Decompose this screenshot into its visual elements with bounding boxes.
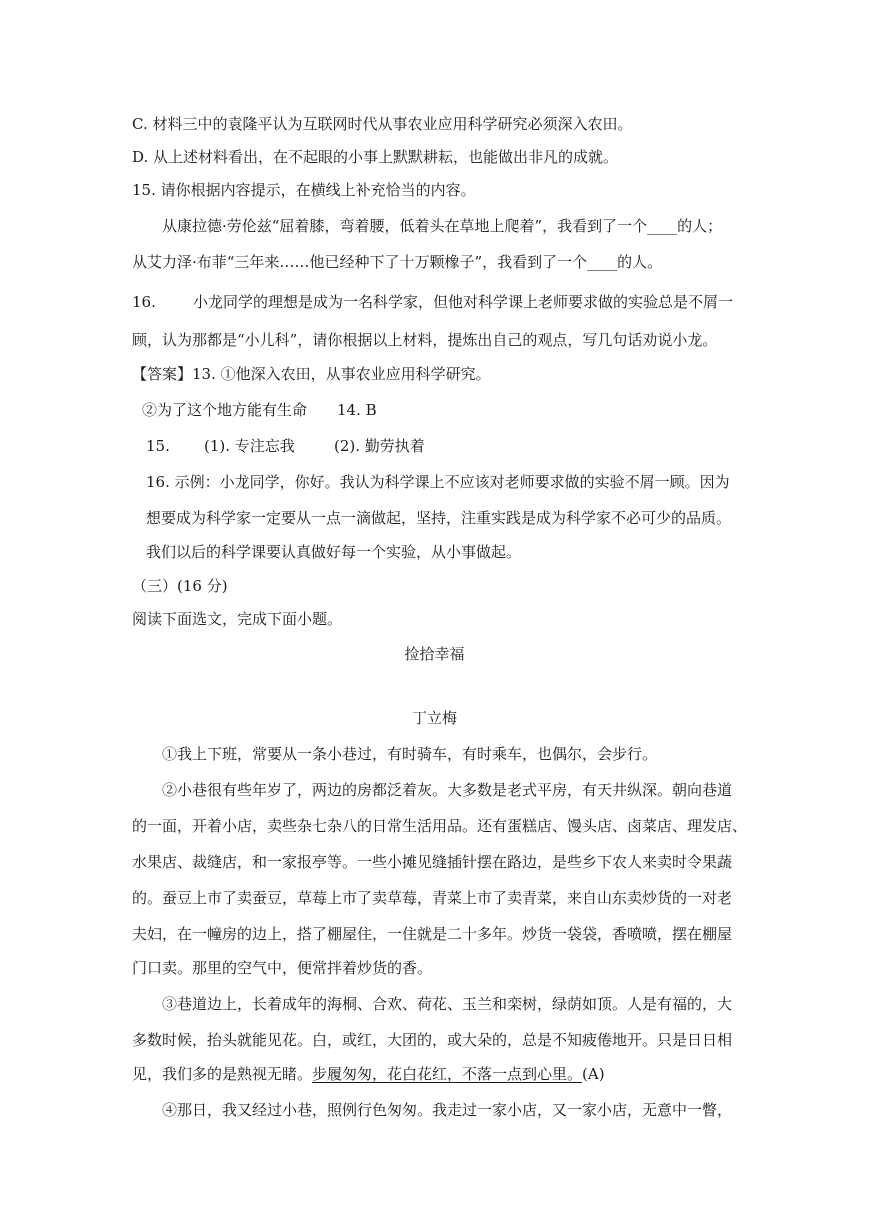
question-15: 15. 请你根据内容提示，在横线上补充恰当的内容。 — [132, 181, 476, 199]
paragraph-2-line-3: 水果店、裁缝店，和一家报亭等。一些小摊见缝插针摆在路边，是些乡下农人来卖时令果蔬 — [132, 853, 733, 871]
answer-16-line-3: 我们以后的科学课要认真做好每一个实验，从小事做起。 — [146, 543, 522, 561]
question-16-line-2: 顾，认为那都是“小儿科”，请你根据以上材料，提炼出自己的观点，写几句话劝说小龙。 — [132, 331, 718, 349]
paragraph-2-line-4: 的。蚕豆上市了卖蚕豆，草莓上市了卖草莓，青菜上市了卖青菜，来自山东卖炒货的一对老 — [132, 889, 733, 907]
paragraph-2-line-1: ②小巷很有些年岁了，两边的房都泛着灰。大多数是老式平房，有天井纵深。朝向巷道 — [162, 781, 733, 799]
paragraph-3-line-2: 多数时候，抬头就能见花。白，或红，大团的，或大朵的，总是不知疲倦地开。只是日日相 — [132, 1031, 733, 1049]
article-author: 丁立梅 — [411, 709, 457, 727]
question-16-number: 16. — [132, 293, 156, 311]
answer-15-number: 15. — [146, 437, 170, 455]
paragraph-2-line-6: 门口卖。那里的空气中，便常拌着炒货的香。 — [132, 959, 433, 977]
article-title: 捡拾幸福 — [404, 645, 465, 663]
reading-instruction: 阅读下面选文，完成下面小题。 — [132, 610, 343, 628]
paragraph-3-line-3-lead: 见，我们多的是熟视无睹。 — [132, 1065, 313, 1083]
paragraph-3-line-3 — [132, 1064, 605, 1084]
marker-a: (A) — [582, 1065, 605, 1083]
answer-13-14: ②为了这个地方能有生命 14. B — [142, 401, 377, 419]
answer-16-line-2: 想要成为科学家一定要从一点一滴做起，坚持，注重实践是成为科学家不必可少的品质。 — [146, 509, 732, 527]
answer-15-part-1: (1). 专注忘我 — [204, 437, 295, 455]
answer-15-part-2: (2). 勤劳执着 — [334, 437, 425, 455]
question-15-prompt-line-1: 从康拉德·劳伦兹“屈着膝，弯着腰，低着头在草地上爬着”，我看到了一个____的人； — [162, 217, 723, 235]
paragraph-2-line-5: 夫妇，在一幢房的边上，搭了棚屋住，一住就是二十多年。炒货一袋袋，香喷喷，摆在棚屋 — [132, 925, 733, 943]
paragraph-3-line-1: ③巷道边上，长着成年的海桐、合欢、荷花、玉兰和栾树，绿荫如顶。人是有福的，大 — [162, 995, 733, 1013]
option-c: C. 材料三中的袁隆平认为互联网时代从事农业应用科学研究必须深入农田。 — [132, 115, 633, 133]
paragraph-1: ①我上下班，常要从一条小巷过，有时骑车，有时乘车，也偶尔，会步行。 — [162, 745, 658, 763]
question-16-line-1: 小龙同学的理想是成为一名科学家，但他对科学课上老师要求做的实验总是不屑一 — [193, 293, 734, 311]
option-d: D. 从上述材料看出，在不起眼的小事上默默耕耘，也能做出非凡的成就。 — [132, 148, 619, 166]
paragraph-2-line-2: 的一面，开着小店，卖些杂七杂八的日常生活用品。还有蛋糕店、馒头店、卤菜店、理发店、 — [132, 817, 748, 835]
answer-13: 【答案】13. ①他深入农田，从事农业应用科学研究。 — [132, 365, 491, 383]
paragraph-4-line-1: ④那日，我又经过小巷，照例行色匆匆。我走过一家小店，又一家小店，无意中一瞥， — [162, 1101, 733, 1119]
question-15-prompt-line-2: 从艾力泽·布菲“三年来……他已经种下了十万颗橡子”，我看到了一个____的人。 — [132, 253, 663, 271]
section-three-heading: （三）(16 分) — [132, 577, 228, 595]
underlined-sentence-a: 步履匆匆，花白花红，不落一点到心里。 — [312, 1065, 583, 1083]
answer-16-line-1: 16. 示例：小龙同学，你好。我认为科学课上不应该对老师要求做的实验不屑一顾。因为 — [146, 473, 730, 491]
